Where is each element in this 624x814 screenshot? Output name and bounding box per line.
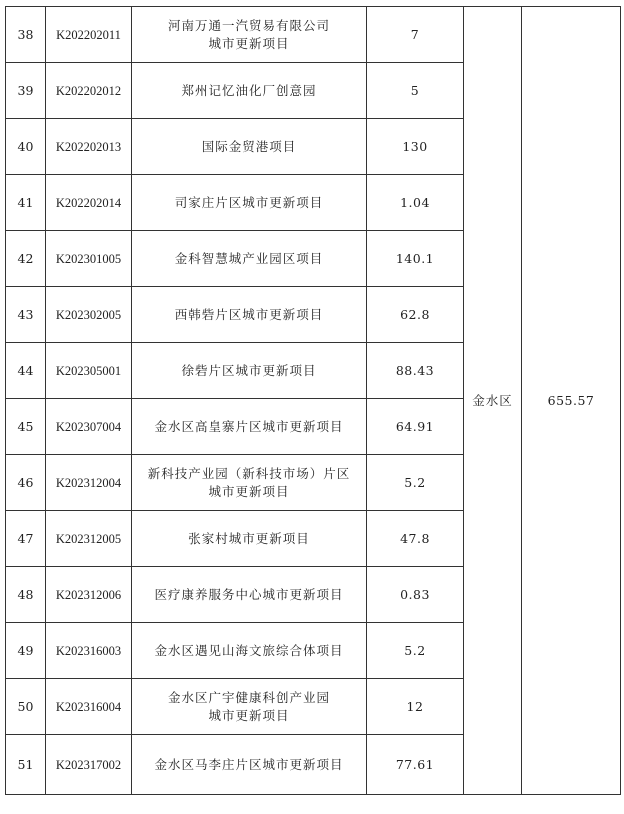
project-table — [5, 6, 621, 795]
table-row — [6, 7, 621, 63]
project-name-line: 国际金贸港项目 — [201, 138, 297, 154]
project-name — [132, 511, 367, 567]
row-number: 44 — [6, 343, 46, 399]
project-name — [132, 287, 367, 343]
project-code: K202302005 — [46, 287, 132, 343]
district-cell: 金水区 — [464, 7, 522, 795]
project-code: K202202013 — [46, 119, 132, 175]
project-name-line: 西韩砦片区城市更新项目 — [174, 306, 324, 322]
project-name-line: 城市更新项目 — [208, 35, 290, 51]
project-area: 0.83 — [367, 567, 464, 623]
row-number: 51 — [6, 735, 46, 795]
project-name-line: 金水区高皇寨片区城市更新项目 — [154, 418, 344, 434]
row-number: 50 — [6, 679, 46, 735]
project-code: K202202014 — [46, 175, 132, 231]
row-number: 49 — [6, 623, 46, 679]
project-name-line: 司家庄片区城市更新项目 — [174, 194, 324, 210]
project-area: 1.04 — [367, 175, 464, 231]
project-code: K202316004 — [46, 679, 132, 735]
project-name-line: 城市更新项目 — [208, 707, 290, 723]
project-code: K202312006 — [46, 567, 132, 623]
project-code: K202317002 — [46, 735, 132, 795]
table-body — [6, 7, 621, 795]
project-name-line: 张家村城市更新项目 — [188, 530, 310, 546]
district-total-cell: 655.57 — [522, 7, 621, 795]
row-number: 38 — [6, 7, 46, 63]
project-area: 77.61 — [367, 735, 464, 795]
row-number: 45 — [6, 399, 46, 455]
project-name — [132, 679, 367, 735]
row-number: 46 — [6, 455, 46, 511]
project-name-line: 金水区遇见山海文旅综合体项目 — [154, 642, 344, 658]
project-area: 7 — [367, 7, 464, 63]
project-name — [132, 455, 367, 511]
project-name — [132, 175, 367, 231]
project-name — [132, 567, 367, 623]
project-code: K202312005 — [46, 511, 132, 567]
project-area: 5 — [367, 63, 464, 119]
project-code: K202202012 — [46, 63, 132, 119]
project-area: 88.43 — [367, 343, 464, 399]
project-area: 47.8 — [367, 511, 464, 567]
row-number: 42 — [6, 231, 46, 287]
project-name — [132, 7, 367, 63]
project-area: 130 — [367, 119, 464, 175]
project-name-line: 郑州记忆油化厂创意园 — [181, 82, 317, 98]
project-name — [132, 735, 367, 795]
project-name — [132, 399, 367, 455]
project-name — [132, 343, 367, 399]
project-name-line: 金水区广宇健康科创产业园 — [167, 689, 330, 705]
project-area: 5.2 — [367, 455, 464, 511]
project-code: K202202011 — [46, 7, 132, 63]
project-code: K202305001 — [46, 343, 132, 399]
project-area: 62.8 — [367, 287, 464, 343]
project-name-line: 徐砦片区城市更新项目 — [181, 362, 317, 378]
project-name-line: 医疗康养服务中心城市更新项目 — [154, 586, 344, 602]
project-name — [132, 623, 367, 679]
row-number: 43 — [6, 287, 46, 343]
row-number: 40 — [6, 119, 46, 175]
row-number: 47 — [6, 511, 46, 567]
row-number: 48 — [6, 567, 46, 623]
project-code: K202316003 — [46, 623, 132, 679]
project-code: K202301005 — [46, 231, 132, 287]
project-code: K202312004 — [46, 455, 132, 511]
project-area: 140.1 — [367, 231, 464, 287]
project-area: 5.2 — [367, 623, 464, 679]
project-name — [132, 231, 367, 287]
row-number: 41 — [6, 175, 46, 231]
project-name-line: 河南万通一汽贸易有限公司 — [167, 17, 330, 33]
project-area: 64.91 — [367, 399, 464, 455]
project-name — [132, 119, 367, 175]
project-name — [132, 63, 367, 119]
project-name-line: 金科智慧城产业园区项目 — [174, 250, 324, 266]
row-number: 39 — [6, 63, 46, 119]
project-name-line: 城市更新项目 — [208, 483, 290, 499]
project-area: 12 — [367, 679, 464, 735]
project-code: K202307004 — [46, 399, 132, 455]
project-name-line: 新科技产业园（新科技市场）片区 — [147, 465, 351, 481]
project-name-line: 金水区马李庄片区城市更新项目 — [154, 756, 344, 772]
